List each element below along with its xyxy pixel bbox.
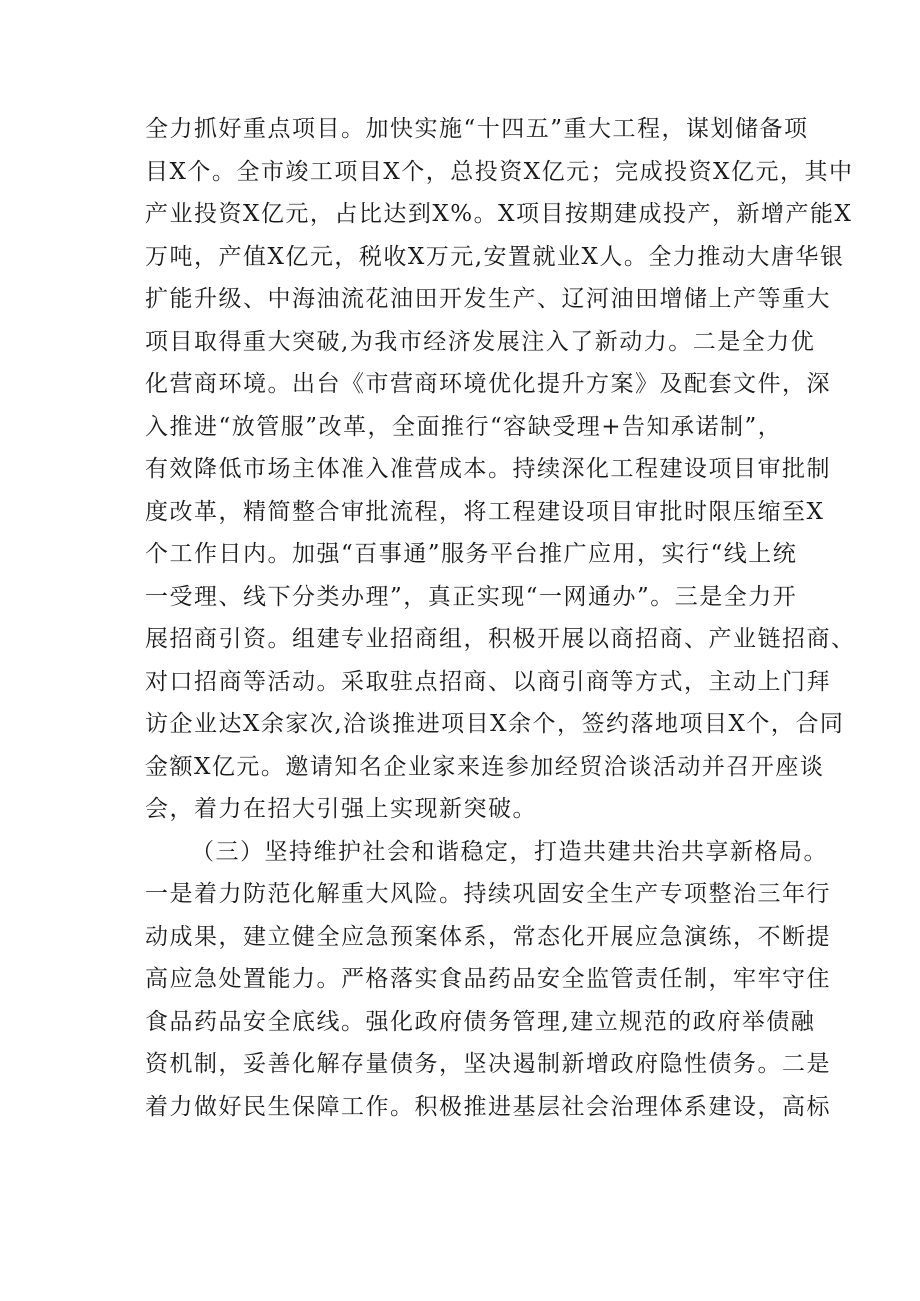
text-line: 化营商环境。出台《市营商环境优化提升方案》及配套文件，深 — [145, 371, 831, 397]
text-line: 一受理、线下分类办理”，真正实现“一网通办”。三是全力开 — [145, 583, 798, 610]
text-line: 入推进“放管服”改革，全面推行“容缺受理+告知承诺制”， — [145, 413, 783, 440]
body-text — [145, 108, 856, 1128]
text-line: 产业投资X亿元，占比达到X%。X项目按期建成投产，新增产能X — [145, 201, 853, 227]
text-line: 项目取得重大突破,为我市经济发展注入了新动力。二是全力优 — [145, 328, 816, 355]
text-line: 展招商引资。组建专业招商组，积极开展以商招商、产业链招商、 — [145, 626, 856, 652]
text-line: 扩能升级、中海油流花油田开发生产、辽河油田增储上产等重大 — [145, 286, 831, 312]
text-line: 高应急处置能力。严格落实食品药品安全监管责任制，牢牢守住 — [145, 966, 831, 992]
text-line: 会，着力在招大引强上实现新突破。 — [145, 796, 537, 822]
text-line: 个工作日内。加强“百事通”服务平台推广应用，实行“线上统 — [145, 541, 798, 567]
text-line: 食品药品安全底线。强化政府债务管理,建立规范的政府举债融 — [145, 1008, 816, 1035]
text-line: 金额X亿元。邀请知名企业家来连参加经贸洽谈活动并召开座谈 — [145, 753, 825, 780]
section-heading-line: （三）坚持维护社会和谐稳定，打造共建共治共享新格局。 — [191, 838, 828, 865]
text-line: 有效降低市场主体准入准营成本。持续深化工程建设项目审批制 — [145, 456, 831, 482]
text-line: 着力做好民生保障工作。积极推进基层社会治理体系建设，高标 — [145, 1093, 831, 1120]
text-line: 目X个。全市竣工项目X个，总投资X亿元；完成投资X亿元，其中 — [145, 158, 854, 185]
text-line: 资机制，妥善化解存量债务，坚决遏制新增政府隐性债务。二是 — [145, 1051, 831, 1077]
text-line: 动成果，建立健全应急预案体系，常态化开展应急演练，不断提 — [145, 923, 831, 950]
text-line: 万吨，产值X亿元，税收X万元,安置就业X人。全力推动大唐华银 — [145, 243, 845, 270]
text-line: 全力抓好重点项目。加快实施“十四五”重大工程，谋划储备项 — [145, 116, 809, 142]
text-line: 度改革，精简整合审批流程，将工程建设项目审批时限压缩至X — [145, 498, 825, 525]
text-line: 一是着力防范化解重大风险。持续巩固安全生产专项整治三年行 — [145, 881, 831, 907]
text-line: 访企业达X余家次,洽谈推进项目X余个，签约落地项目X个，合同 — [145, 711, 845, 737]
text-line: 对口招商等活动。采取驻点招商、以商引商等方式，主动上门拜 — [145, 668, 831, 695]
